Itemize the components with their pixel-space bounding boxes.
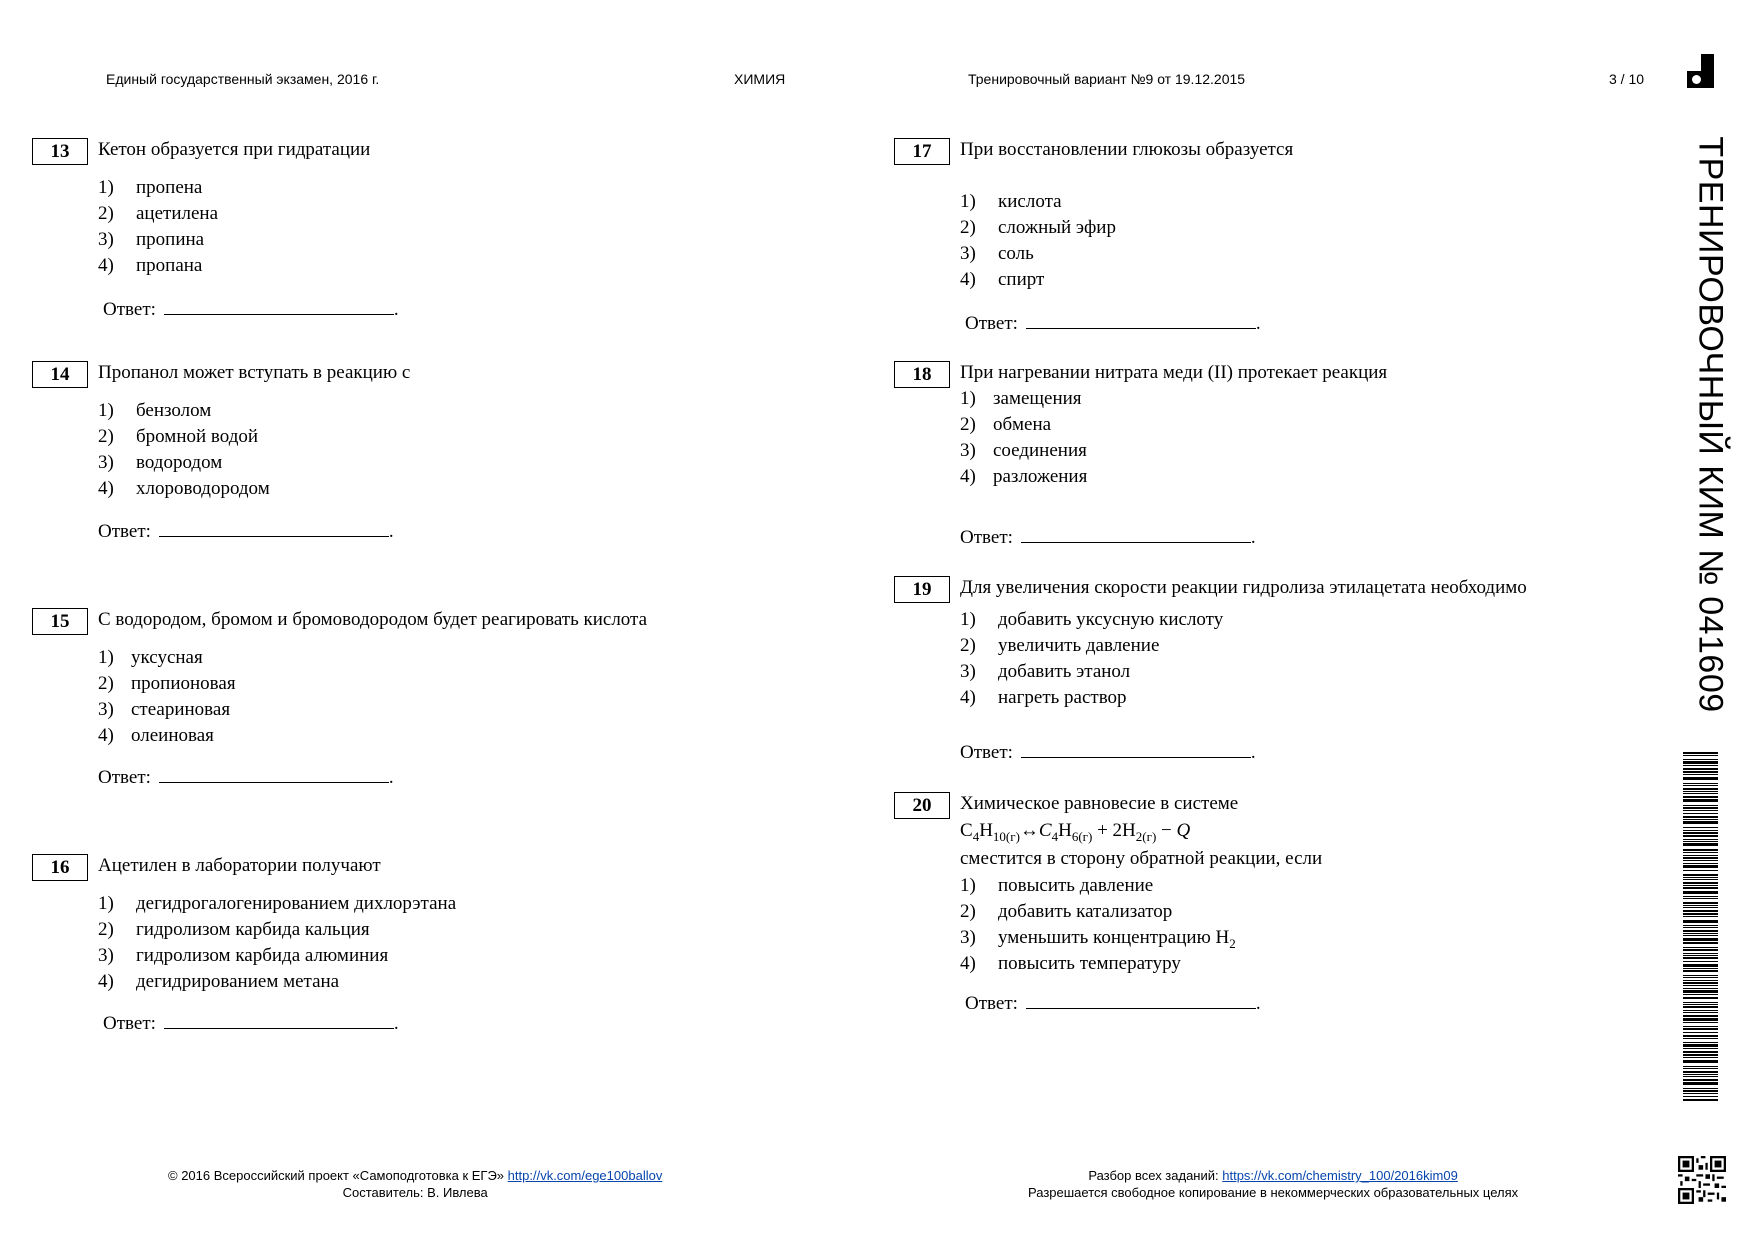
answer-line[interactable] [164,298,394,315]
footer-link-solutions[interactable]: https://vk.com/chemistry_100/2016kim09 [1222,1168,1458,1183]
barcode-stripe [1683,949,1718,951]
barcode-stripe [1683,830,1718,831]
footer-left [168,1168,662,1200]
barcode-stripe [1683,1071,1718,1073]
barcode-stripe [1683,1082,1718,1085]
answer-line[interactable] [1026,312,1256,329]
question-text: Для увеличения скорости реакции гидролиза этилацетата необходимо [960,577,1527,598]
barcode-stripe [1683,860,1718,861]
barcode-stripe [1683,920,1718,923]
header-variant: Тренировочный вариант №9 от 19.12.2015 [968,71,1246,87]
answer-field: Ответ: . [965,993,1261,1014]
barcode-stripe [1683,930,1718,932]
barcode-stripe [1683,898,1718,899]
answer-field: Ответ: . [103,299,399,320]
header-page-number: 3 / 10 [1609,71,1645,87]
option-3: 3) добавить этанол [960,661,1131,682]
barcode-stripe [1683,1051,1718,1053]
footer-link-vk-group[interactable]: http://vk.com/ege100ballov [507,1168,663,1183]
option-3: 3) гидролизом карбида алюминия [98,945,389,966]
barcode-stripe [1683,857,1718,859]
barcode-stripe [1683,810,1718,811]
answer-line[interactable] [1021,526,1251,543]
barcode-stripe [1683,1079,1718,1081]
option-list [960,608,1223,712]
option-4: 4) олеиновая [98,725,214,746]
barcode-stripe [1683,793,1718,794]
barcode-stripe [1683,816,1718,818]
question-number-box: 17 [894,138,950,165]
barcode-stripe [1683,1028,1718,1030]
barcode-stripe [1683,783,1718,784]
barcode-stripe [1683,1054,1718,1056]
answer-field: Ответ: . [960,527,1256,548]
barcode-stripe [1683,977,1718,978]
barcode-stripe [1683,885,1718,886]
option-list [960,387,1087,491]
answer-line[interactable] [164,1012,394,1029]
barcode-stripe [1683,927,1718,928]
barcode-stripe [1683,849,1718,851]
barcode-stripe [1683,796,1718,798]
option-4: 4) повысить температуру [960,953,1181,974]
barcode-stripe [1683,988,1718,989]
question-number-box: 19 [894,576,950,603]
option-2: 2) бромной водой [98,426,259,447]
option-2: 2) гидролизом карбида кальция [98,919,370,940]
option-4: 4) пропана [98,255,203,276]
barcode-stripe [1683,805,1718,806]
barcode-stripe [1683,896,1718,897]
barcode-stripe [1683,1012,1718,1013]
option-2: 2) обмена [960,414,1052,435]
option-list [960,874,1236,978]
answer-line[interactable] [159,766,389,783]
barcode-stripe [1683,964,1718,967]
barcode-stripe [1683,807,1718,809]
barcode-stripe [1683,1090,1718,1092]
barcode-stripe [1683,891,1718,894]
option-1: 1) кислота [960,191,1062,212]
barcode-stripe [1683,1042,1718,1043]
barcode-stripe [1683,968,1718,969]
option-list [98,399,270,503]
barcode-stripe [1683,1018,1718,1021]
question-number-box: 15 [32,608,88,635]
barcode-stripe [1683,863,1718,864]
barcode-stripe [1683,752,1718,754]
barcode-stripe [1683,947,1718,948]
question-number-box: 16 [32,854,88,881]
barcode-stripe [1683,777,1718,780]
barcode-stripe [1683,907,1718,908]
barcode-stripe [1683,855,1718,856]
barcode-stripe [1683,1068,1718,1069]
barcode-stripe [1683,839,1718,840]
barcode-stripe [1683,1060,1718,1063]
answer-field: Ответ: . [98,521,394,542]
barcode-stripe [1683,980,1718,982]
barcode-stripe [1683,970,1718,972]
barcode-stripe [1683,1010,1718,1011]
qr-code-icon [1678,1156,1726,1204]
option-1: 1) бензолом [98,400,212,421]
answer-field: Ответ: . [965,313,1261,334]
barcode-stripe [1683,765,1718,766]
option-1: 1) замещения [960,388,1082,409]
barcode-stripe [1683,1026,1718,1027]
option-list [98,176,218,280]
question-text: При нагревании нитрата меди (II) протекает реакция [960,362,1388,383]
barcode-stripe [1683,994,1718,995]
option-4: 4) разложения [960,466,1088,487]
barcode-stripe [1683,799,1718,802]
reaction-equation: $C_4H_{10(г)}\leftrightarrow C_4H_{6(г)} + 2H_{2(г)} - Q$ [960,820,1191,844]
question-text: Ацетилен в лаборатории получают [98,855,381,876]
barcode-stripe [1683,910,1718,912]
option-3: 3) соль [960,243,1034,264]
header-exam: Единый государственный экзамен, 2016 г. [106,71,380,87]
barcode-stripe [1683,785,1718,786]
question-number-box: 13 [32,138,88,165]
barcode-stripe [1683,771,1718,773]
answer-field: Ответ: . [960,742,1256,763]
barcode-stripe [1683,1032,1718,1033]
option-3: 3) пропина [98,229,205,250]
barcode-stripe [1683,990,1718,993]
barcode-stripe [1683,1088,1718,1089]
answer-line[interactable] [1021,741,1251,758]
option-1: 1) повысить давление [960,875,1154,896]
answer-line[interactable] [159,520,389,537]
question-text: При восстановлении глюкозы образуется [960,139,1294,160]
option-2: 2) сложный эфир [960,217,1116,238]
barcode-stripe [1683,1044,1718,1047]
barcode-stripe [1683,835,1718,837]
barcode-stripe [1683,1002,1718,1003]
barcode-stripe [1683,755,1718,756]
barcode-stripe [1683,813,1718,814]
barcode-stripe [1683,1006,1718,1008]
barcode-stripe [1683,942,1718,944]
footer-right [1028,1168,1518,1200]
question-text: Химическое равновесие в системе [960,793,1239,814]
footer-author: Составитель: В. Ивлева [342,1185,488,1200]
option-1: 1) добавить уксусную кислоту [960,609,1224,630]
option-2: 2) добавить катализатор [960,901,1173,922]
barcode-stripe [1683,882,1718,884]
barcode-stripe [1683,759,1718,760]
option-list [98,892,456,996]
barcode-stripe [1683,887,1718,889]
barcode-stripe [1683,905,1718,906]
barcode-stripe [1683,938,1718,941]
barcode-icon [1683,752,1718,1102]
barcode-stripe [1683,1093,1718,1094]
barcode-stripe [1683,955,1718,956]
header-subject: ХИМИЯ [734,71,786,87]
barcode-stripe [1683,953,1718,954]
barcode-stripe [1683,761,1718,764]
barcode-stripe [1683,843,1718,846]
barcode-stripe [1683,870,1718,871]
barcode-stripe [1683,774,1718,775]
option-list [960,190,1116,294]
option-1: 1) дегидрогалогенированием дихлорэтана [98,893,457,914]
barcode-stripe [1683,1038,1718,1039]
option-3: 3) водородом [98,452,223,473]
corner-mark-icon [1687,54,1714,88]
option-2: 2) увеличить давление [960,635,1160,656]
variant-side-title: ТРЕНИРОВОЧНЫЙ КИМ № 041609 [1691,136,1730,713]
barcode-stripe [1683,913,1718,915]
barcode-stripe [1683,982,1718,984]
barcode-stripe [1683,791,1718,792]
question-number-box: 20 [894,792,950,819]
barcode-stripe [1683,819,1718,820]
barcode-stripe [1683,1035,1718,1037]
option-4: 4) спирт [960,269,1045,290]
barcode-stripe [1683,1022,1718,1023]
option-1: 1) уксусная [98,647,203,668]
barcode-stripe [1683,916,1718,917]
footer-license-notice: Разрешается свободное копирование в некоммерческих образовательных целях [1028,1185,1519,1200]
question-text: Кетон образуется при гидратации [98,139,371,160]
question-text: С водородом, бромом и бромоводородом будет реагировать кислота [98,609,648,630]
barcode-stripe [1683,1074,1718,1075]
barcode-stripe [1683,902,1718,904]
barcode-stripe [1683,874,1718,876]
barcode-stripe [1683,975,1718,976]
barcode-stripe [1683,832,1718,834]
barcode-stripe [1683,997,1718,999]
barcode-stripe [1683,1066,1718,1067]
barcode-stripe [1683,961,1718,962]
barcode-stripe [1683,1015,1718,1017]
answer-line[interactable] [1026,992,1256,1009]
option-2: 2) пропионовая [98,673,236,694]
barcode-stripe [1683,985,1718,986]
barcode-stripe [1683,1099,1718,1101]
barcode-stripe [1683,827,1718,828]
barcode-stripe [1683,1048,1718,1049]
barcode-stripe [1683,768,1718,770]
barcode-stripe [1683,877,1718,878]
footer-copyright-line: © 2016 Всероссийский проект «Самоподготовка к ЕГЭ» http://vk.com/ege100ballov [168,1168,663,1183]
option-4: 4) дегидрированием метана [98,971,340,992]
barcode-stripe [1683,935,1718,936]
barcode-stripe [1683,821,1718,824]
option-3: 3) уменьшить концентрацию $H_2$ [960,927,1236,951]
option-1: 1) пропена [98,177,203,198]
option-list [98,646,236,750]
question-number-box: 18 [894,361,950,388]
option-3: 3) соединения [960,440,1087,461]
barcode-stripe [1683,1076,1718,1077]
option-2: 2) ацетилена [98,203,219,224]
barcode-stripe [1683,852,1718,853]
barcode-stripe [1683,957,1718,959]
barcode-stripe [1683,933,1718,934]
barcode-stripe [1683,1096,1718,1097]
option-4: 4) нагреть раствор [960,687,1127,708]
barcode-stripe [1683,1057,1718,1058]
barcode-stripe [1683,879,1718,880]
barcode-stripe [1683,865,1718,868]
option-3: 3) стеариновая [98,699,231,720]
answer-field: Ответ: . [103,1013,399,1034]
barcode-stripe [1683,841,1718,842]
question-number-box: 14 [32,361,88,388]
option-4: 4) хлороводородом [98,478,270,499]
footer-solutions-line: Разбор всех заданий: https://vk.com/chemistry_100/2016kim09 [1088,1168,1458,1183]
question-text-continued: сместится в сторону обратной реакции, если [960,848,1323,869]
answer-field: Ответ: . [98,767,394,788]
barcode-stripe [1683,788,1718,790]
barcode-stripe [1683,925,1718,926]
barcode-stripe [1683,1004,1718,1005]
question-text: Пропанол может вступать в реакцию с [98,362,411,383]
